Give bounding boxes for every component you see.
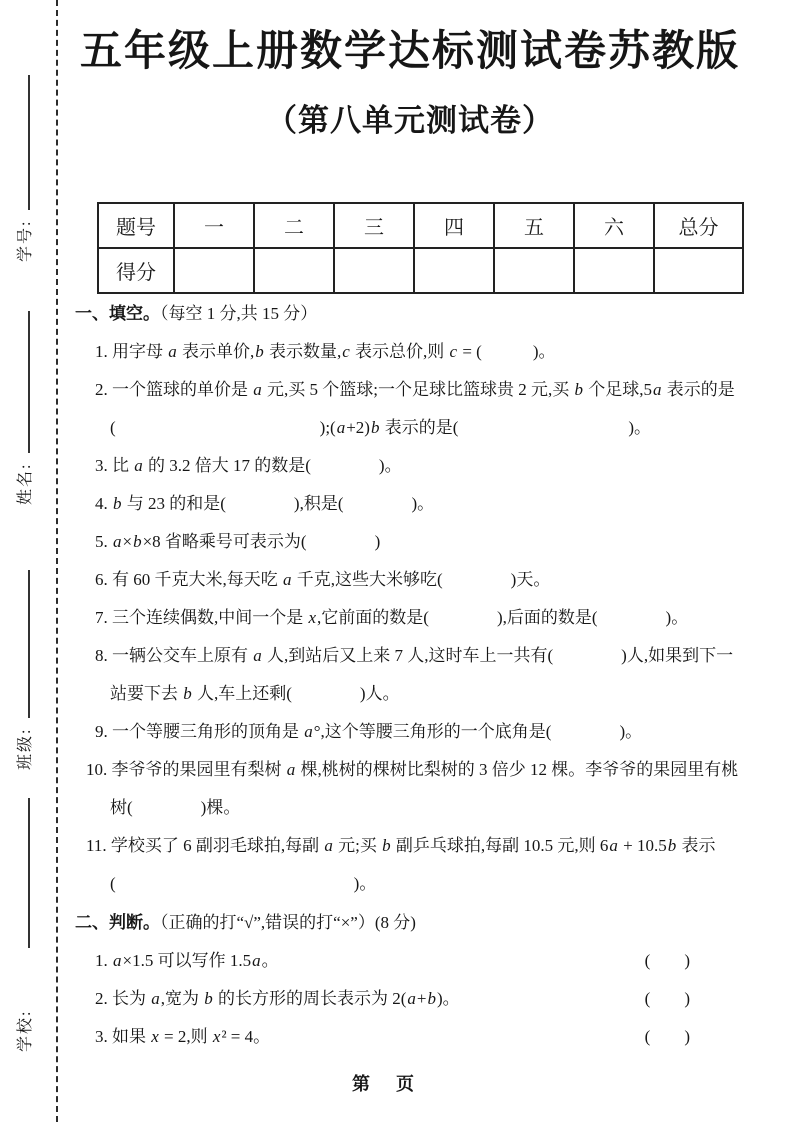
question-text: 11. 学校买了 6 副羽毛球拍,每副 a 元;买 b 副乒乓球拍,每副 10.5 元,则 6a + 10.5b 表示: [86, 836, 716, 855]
question-line: [75, 713, 745, 751]
score-table-column-header: 一: [174, 203, 254, 248]
score-table-column-header: 五: [494, 203, 574, 248]
paper-content: [75, 0, 745, 1056]
sidebar-field-label: 姓名:: [17, 462, 34, 505]
question-line: [75, 523, 745, 561]
question-line: [75, 827, 745, 865]
question-text: 3. 如果 x = 2,则 x² = 4。: [95, 1027, 271, 1046]
section-heading: [75, 904, 745, 942]
fill-blank-line: [28, 75, 30, 210]
question-line: [75, 789, 745, 827]
question-text: 3. 比 a 的 3.2 倍大 17 的数是( )。: [95, 456, 402, 475]
class-field: [12, 570, 38, 770]
sidebar-field-label: 学号:: [17, 219, 34, 262]
question-text: 2. 一个篮球的单价是 a 元,买 5 个篮球;一个足球比篮球贵 2 元,买 b 个足球,5a 表示的是: [95, 380, 735, 399]
score-table-column-header: 六: [574, 203, 654, 248]
question-line: [75, 561, 745, 599]
score-table-score-row: [98, 248, 743, 293]
sidebar-field-label: 班级:: [17, 727, 34, 770]
question-text: 9. 一个等腰三角形的顶角是 a°,这个等腰三角形的一个底角是( )。: [95, 722, 643, 741]
question-text: 5. a×b×8 省略乘号可表示为( ): [95, 532, 381, 551]
question-line: [75, 751, 745, 789]
question-line: [75, 675, 745, 713]
score-table-cell: [174, 248, 254, 293]
score-table-cell: [494, 248, 574, 293]
score-table-column-header: 三: [334, 203, 414, 248]
question-text: ( )。: [110, 874, 377, 893]
score-row-label: 得分: [98, 248, 174, 293]
page-subtitle: （第八单元测试卷）: [266, 103, 554, 138]
question-text: 1. 用字母 a 表示单价,b 表示数量,c 表示总价,则 c = ( )。: [95, 342, 556, 361]
score-table: [97, 202, 744, 294]
question-text: 树( )棵。: [110, 798, 241, 817]
question-text: 8. 一辆公交车上原有 a 人,到站后又上来 7 人,这时车上一共有( )人,如果到下一: [95, 646, 734, 665]
section: [75, 904, 745, 1056]
section-heading: [75, 295, 745, 333]
question-line: [75, 980, 745, 1018]
fill-blank-line: [28, 311, 30, 453]
answer-bracket: ( ): [644, 989, 690, 1008]
question-line: [75, 637, 745, 675]
question-line: [75, 409, 745, 447]
answer-bracket: ( ): [644, 1027, 690, 1046]
question-line: [75, 333, 745, 371]
score-table-cell: [574, 248, 654, 293]
question-line: [75, 1018, 745, 1056]
binding-dashed-line: [56, 0, 58, 1122]
fill-blank-line: [28, 798, 30, 948]
fill-blank-line: [28, 570, 30, 718]
score-table-cell: [254, 248, 334, 293]
student-number-field: [12, 75, 38, 262]
sidebar-field-label: 学校:: [17, 1009, 34, 1052]
score-table-corner: 题号: [98, 203, 174, 248]
question-text: ( );(a+2)b 表示的是( )。: [110, 418, 652, 437]
page-footer: 第 页: [352, 1074, 418, 1094]
question-text: 6. 有 60 千克大米,每天吃 a 千克,这些大米够吃( )天。: [95, 570, 551, 589]
question-text: 2. 长为 a,宽为 b 的长方形的周长表示为 2(a+b)。: [95, 989, 460, 1008]
question-line: [75, 371, 745, 409]
name-field: [12, 311, 38, 505]
answer-bracket: ( ): [644, 951, 690, 970]
question-text: 7. 三个连续偶数,中间一个是 x,它前面的数是( ),后面的数是( )。: [95, 608, 689, 627]
section-heading-note: （每空 1 分,共 15 分）: [160, 304, 318, 323]
question-line: [75, 942, 745, 980]
score-table-column-header: 总分: [654, 203, 743, 248]
score-table-cell: [414, 248, 494, 293]
question-text: 1. a×1.5 可以写作 1.5a。: [95, 951, 279, 970]
question-line: [75, 447, 745, 485]
score-table-column-header: 二: [254, 203, 334, 248]
section-heading-title: 一、填空。: [75, 304, 160, 323]
score-table-column-header: 四: [414, 203, 494, 248]
question-text: 4. b 与 23 的和是( ),积是( )。: [95, 494, 435, 513]
school-field: [12, 798, 38, 1052]
section: [75, 295, 745, 903]
score-table-cell: [334, 248, 414, 293]
question-sections: [75, 295, 745, 1056]
section-heading-title: 二、判断。: [75, 913, 160, 932]
question-text: 10. 李爷爷的果园里有梨树 a 棵,桃树的棵树比梨树的 3 倍少 12 棵。李爷爷的果园里有桃: [86, 760, 739, 779]
page-title: 五年级上册数学达标测试卷苏教版: [79, 27, 740, 74]
section-heading-note: （正确的打“√”,错误的打“×”）(8 分): [160, 913, 416, 932]
question-line: [75, 599, 745, 637]
question-line: [75, 485, 745, 523]
question-text: 站要下去 b 人,车上还剩( )人。: [110, 684, 400, 703]
score-table-header-row: [98, 203, 743, 248]
question-line: [75, 865, 745, 903]
score-table-cell: [654, 248, 743, 293]
